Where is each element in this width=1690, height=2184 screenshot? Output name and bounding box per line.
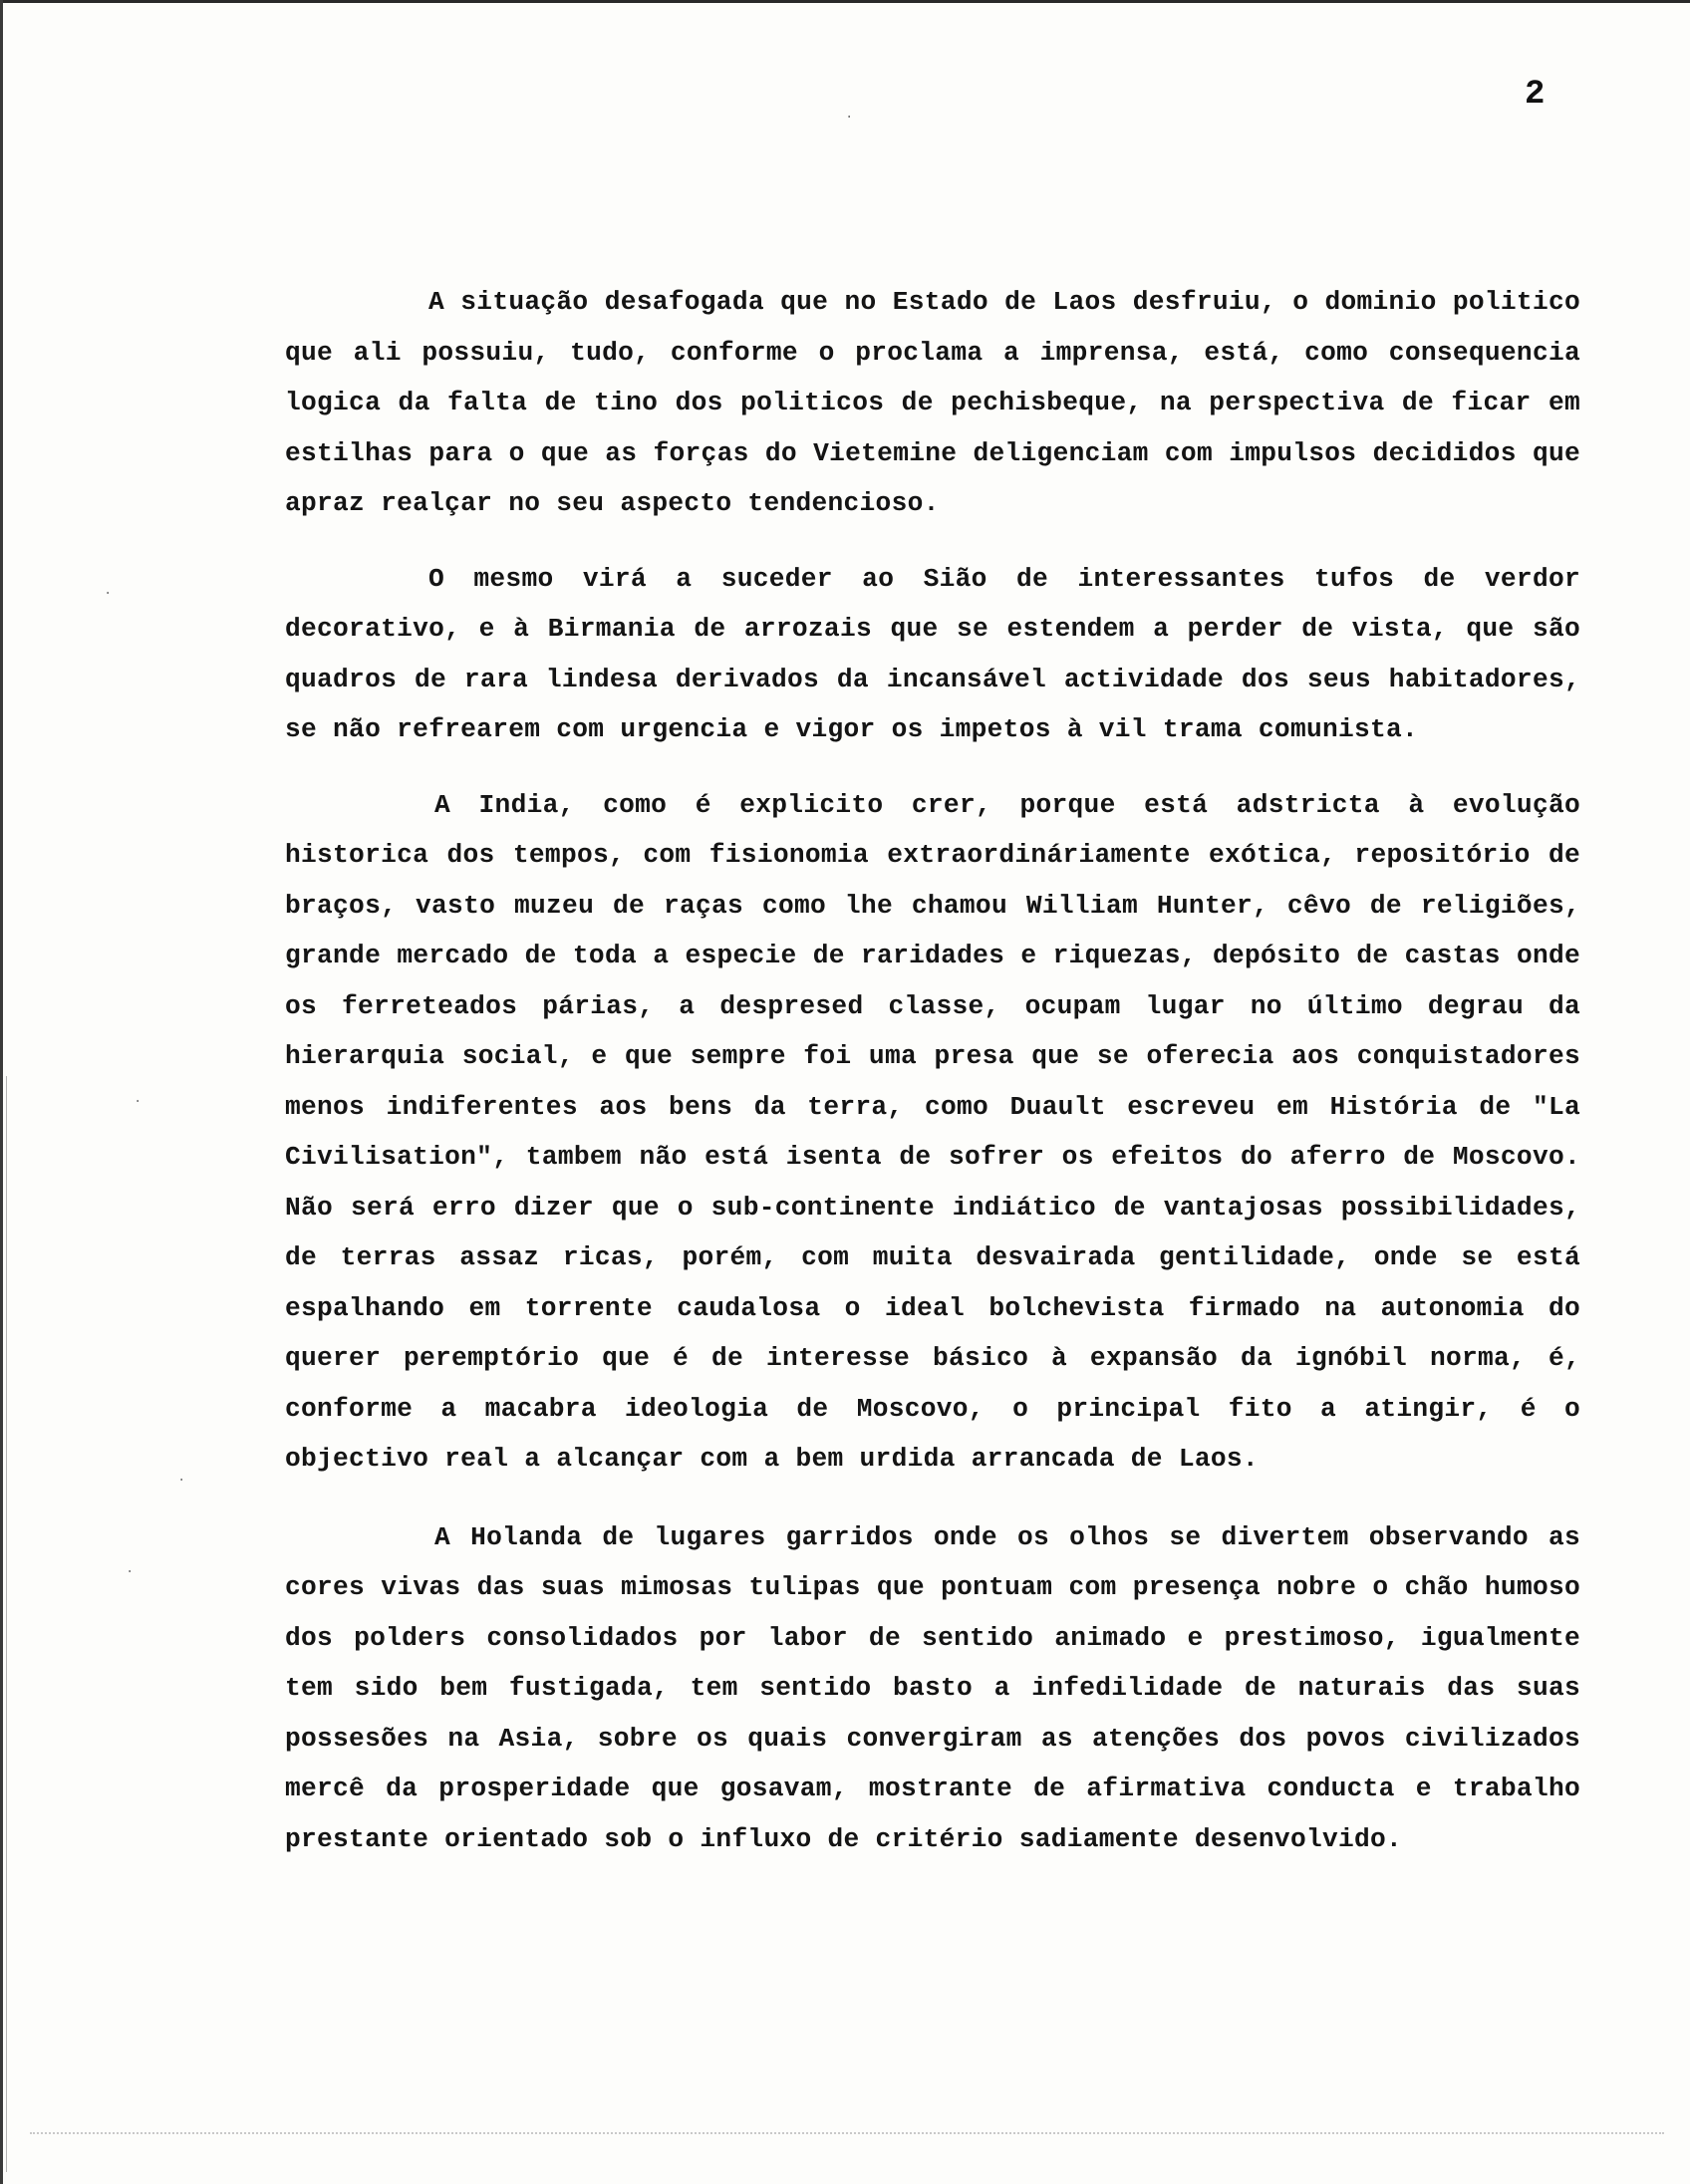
scan-top-edge [0,0,1690,3]
scan-speck: · [845,110,854,126]
body-text [285,277,1580,1864]
scan-speck: · [104,586,113,602]
paragraph: A situação desafogada que no Estado de Laos desfruiu, o dominio politico que ali possuiu, tudo, conforme o proclama a imprensa, está, como consequencia logica da falta de tino dos politicos de pechisbeque, na perspectiva de ficar em estilhas para o que as forças do Vietemine deligenciam com impulsos decididos que apraz realçar no seu aspecto tendencioso. [285,287,1580,518]
scan-speck: · [134,1094,142,1110]
scan-left-edge [0,0,3,2184]
scan-speck: · [126,1564,135,1580]
scan-binding-line [6,1076,7,2172]
scan-speck: · [177,1473,186,1489]
paragraph: O mesmo virá a suceder ao Sião de interessantes tufos de verdor decorativo, e à Birmania de arrozais que se estendem a perder de vista, que são quadros de rara lindesa derivados da incansável actividade dos seus habitadores, se não refrearem com urgencia e vigor os impetos à vil trama comunista. [285,563,1580,744]
paragraph: A India, como é explicito crer, porque está adstricta à evolução historica dos tempos, com fisionomia extraordináriamente exótica, repositório de braços, vasto muzeu de raças como lhe chamou William Hunter, cêvo de religiões, grande mercado de toda a especie de raridades e riquezas, depósito de castas onde os ferreteados párias, a despresed classe, ocupam lugar no último degrau da hierarquia social, e que sempre foi uma presa que se oferecia aos conquistadores menos indiferentes aos bens da terra, como Duault escreveu em História de "La Civilisation", tambem não está isenta de sofrer os efeitos do aferro de Moscovo. Não será erro dizer que o sub-continente indiático de vantajosas possibilidades, de terras assaz ricas, porém, com muita desvairada gentilidade, onde se está espalhando em torrente caudalosa o ideal bolchevista firmado na autonomia do querer peremptório que é de interesse básico à expansão da ignóbil norma, é, conforme a macabra ideologia de Moscovo, o principal fito a atingir, é o objectivo real a alcançar com a bem urdida arrancada de Laos. [285,789,1580,1474]
page-number: 2 [1525,76,1546,114]
paragraph: A Holanda de lugares garridos onde os olhos se divertem observando as cores vivas das suas mimosas tulipas que pontuam com presença nobre o chão humoso dos polders consolidados por labor de sentido animado e prestimoso, igualmente tem sido bem fustigada, tem sentido basto a infedilidade de naturais das suas possesões na Asia, sobre os quais convergiram as atenções dos povos civilizados mercê da prosperidade que gosavam, mostrante de afirmativa conducta e trabalho prestante orientado sob o influxo de critério sadiamente desenvolvido. [285,1521,1580,1854]
scan-bottom-edge [30,2132,1664,2134]
